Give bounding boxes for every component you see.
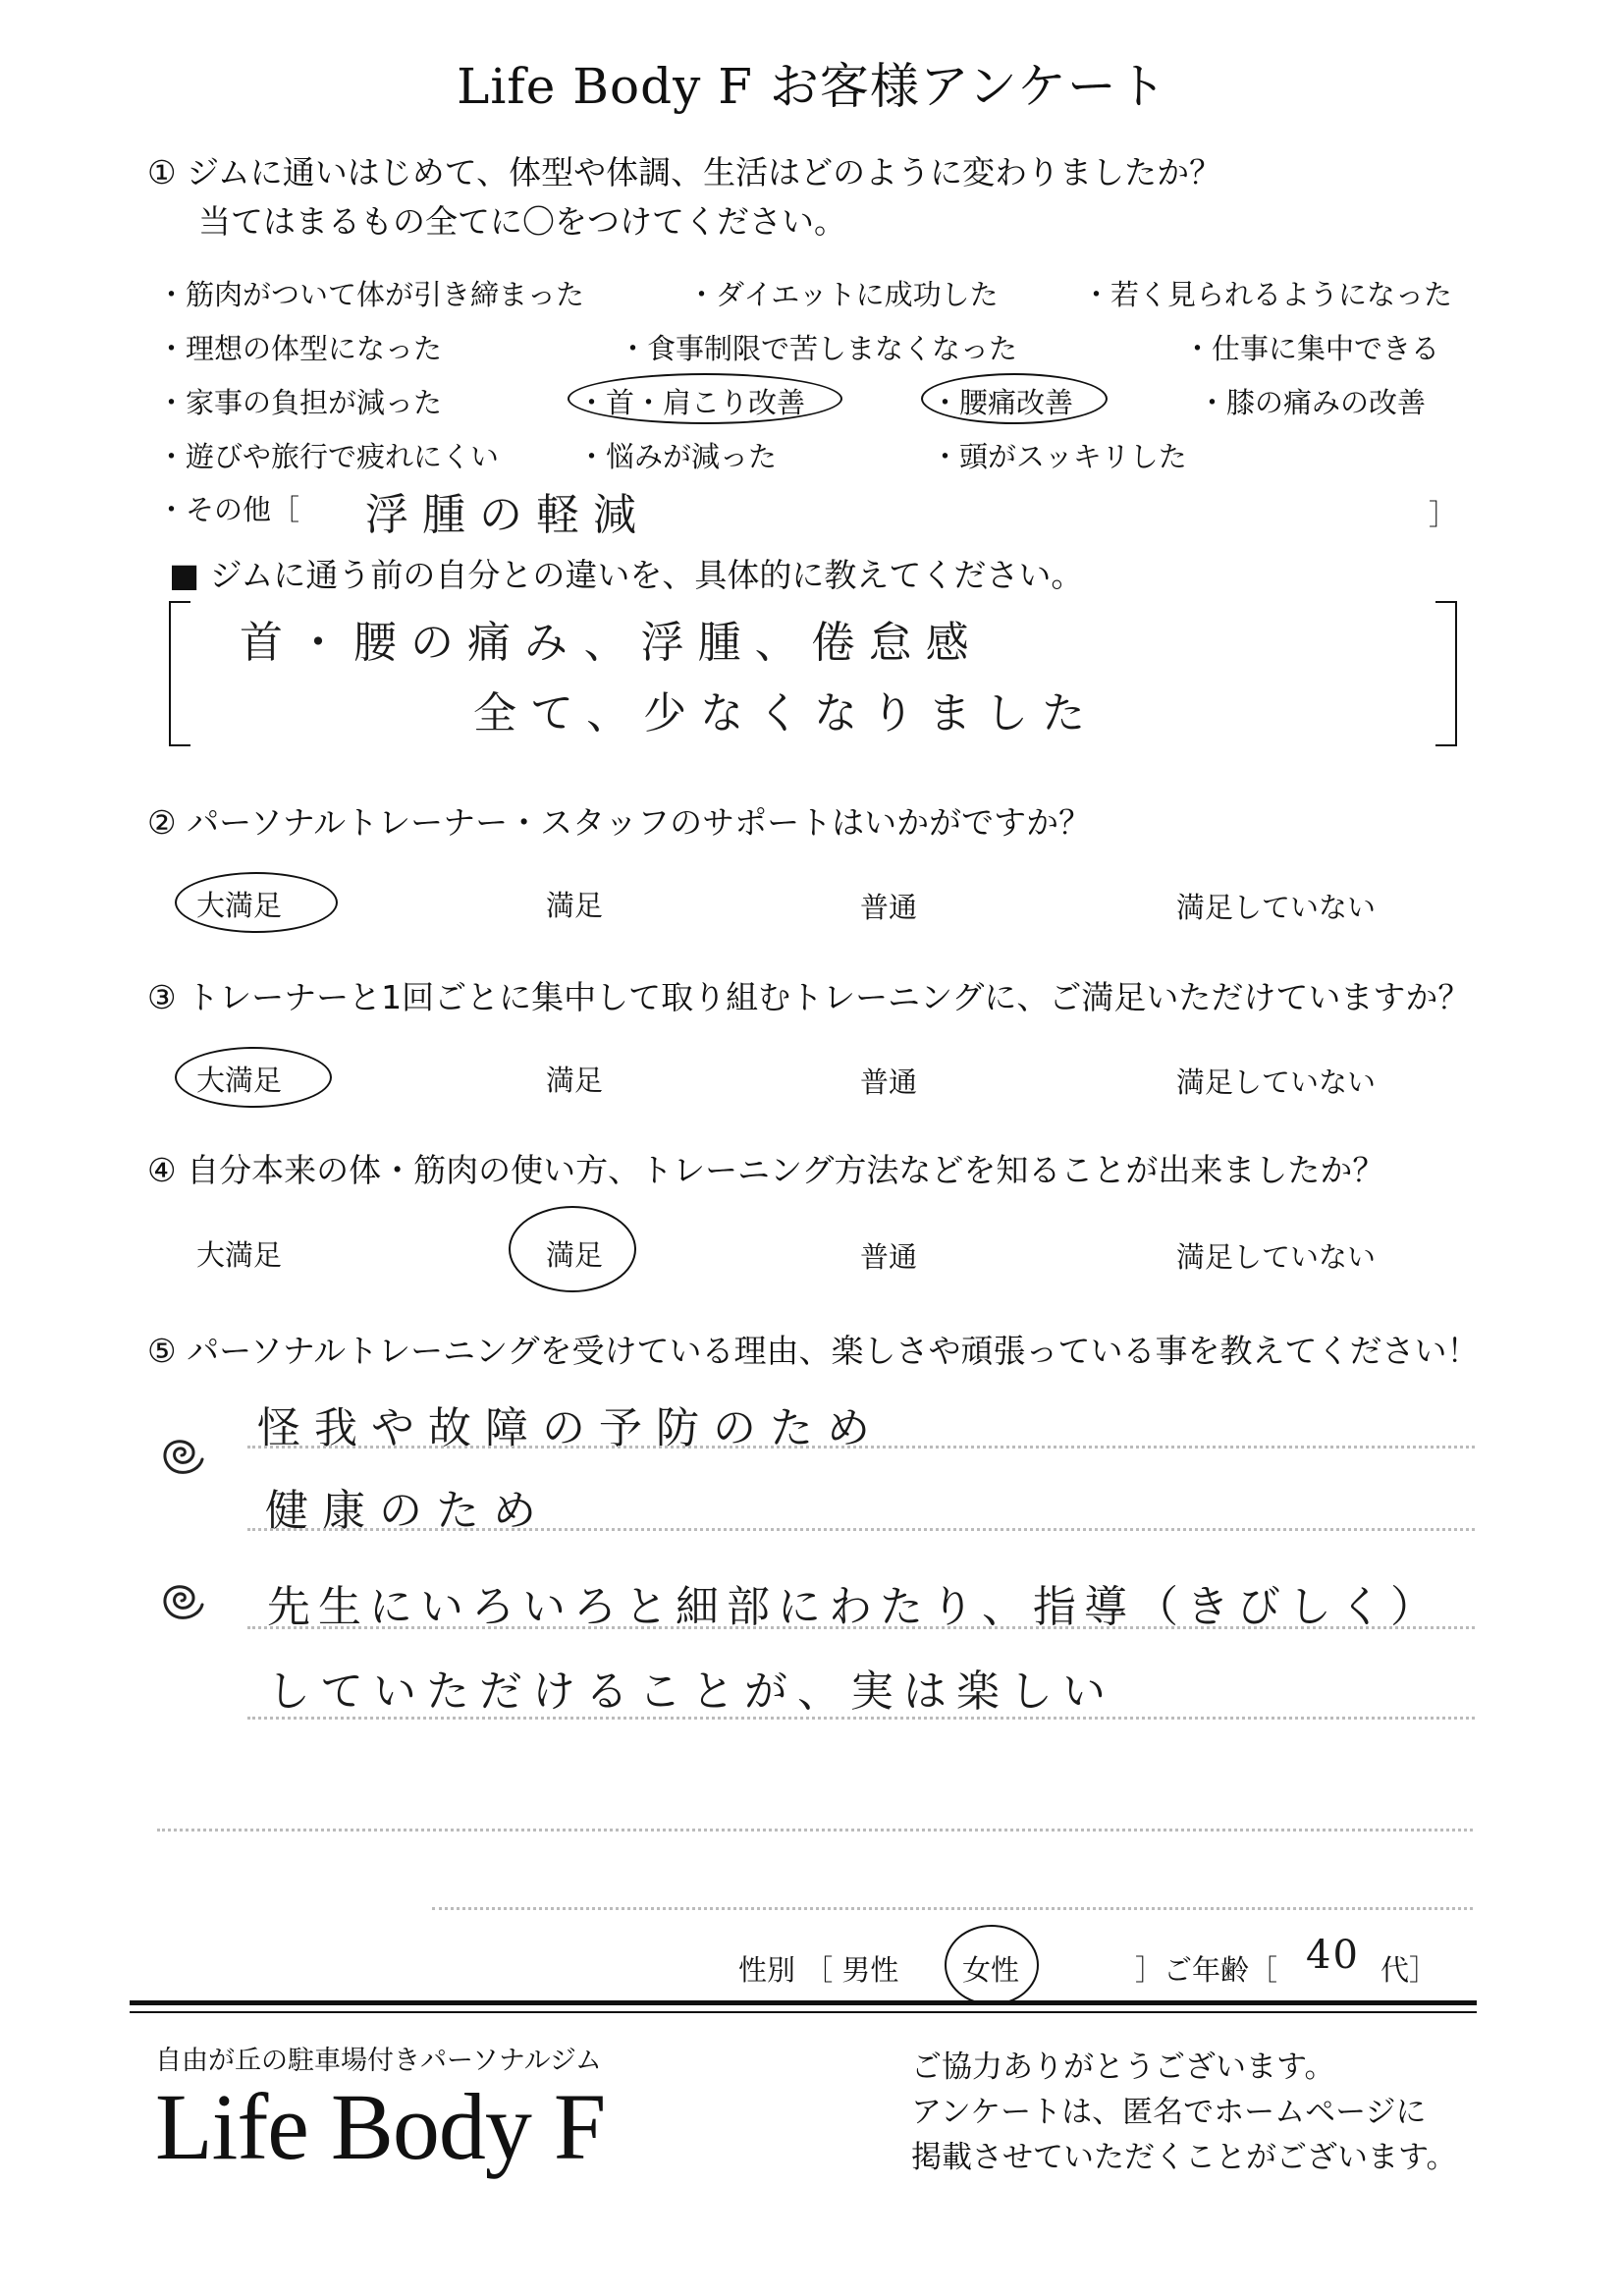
option-neck-shoulder[interactable]: ・首・肩こり改善 — [577, 386, 806, 419]
answer-rule — [432, 1907, 1473, 1910]
option-back-pain[interactable]: ・腰痛改善 — [931, 386, 1074, 419]
answer-rule — [247, 1717, 1475, 1720]
option-muscle-toned[interactable]: ・筋肉がついて体が引き締まった — [157, 278, 585, 311]
page-title: Life Body F お客様アンケート — [457, 58, 1167, 115]
question-3: ③ トレーナーと1回ごとに集中して取り組むトレーニングに、ご満足いただけていますか？ — [147, 978, 1471, 1016]
q5-answer-line-3[interactable]: 先生にいろいろと細部にわたり、指導（きびしく） — [267, 1582, 1441, 1632]
gender-selected-circle — [945, 1925, 1039, 2005]
q2-selected-circle — [175, 872, 338, 933]
answer-rule — [247, 1626, 1475, 1629]
option-less-tired[interactable]: ・遊びや旅行で疲れにくい — [157, 440, 500, 473]
footer-divider — [130, 2000, 1477, 2005]
footer-subtitle: 自由が丘の駐車場付きパーソナルジム — [155, 2046, 602, 2076]
option-work-focus[interactable]: ・仕事に集中できる — [1183, 332, 1440, 365]
q2-rating-very-satisfied[interactable]: 大満足 — [196, 889, 283, 922]
option-other-answer[interactable]: 浮腫の軽減 — [365, 490, 650, 540]
q3-selected-circle — [175, 1047, 332, 1108]
answer-rule — [157, 1829, 1473, 1831]
option-other-close: ］ — [1429, 498, 1458, 531]
option-ideal-body[interactable]: ・理想の体型になった — [157, 332, 443, 365]
age-suffix: 代］ — [1380, 1953, 1438, 1987]
thanks-line-3: 掲載させていただくことがございます。 — [911, 2140, 1457, 2175]
age-value[interactable]: 40 — [1306, 1933, 1360, 1978]
q3-rating-very-satisfied[interactable]: 大満足 — [196, 1064, 283, 1097]
q4-rating-not-satisfied[interactable]: 満足していない — [1176, 1240, 1377, 1274]
option-look-younger[interactable]: ・若く見られるようになった — [1082, 278, 1453, 311]
selected-circle-back-pain — [921, 373, 1108, 424]
answer-bracket-left — [169, 601, 190, 746]
question-1: ① ジムに通いはじめて、体型や体調、生活はどのように変わりましたか？ — [147, 153, 1222, 191]
option-knee-pain[interactable]: ・膝の痛みの改善 — [1198, 386, 1427, 419]
option-housework-easier[interactable]: ・家事の負担が減った — [157, 386, 443, 419]
q3-rating-neutral[interactable]: 普通 — [860, 1066, 918, 1099]
q4-rating-satisfied[interactable]: 満足 — [546, 1238, 604, 1272]
q4-selected-circle — [509, 1206, 636, 1292]
option-other-label: ・その他［ — [157, 493, 300, 526]
question-4: ④ 自分本来の体・筋肉の使い方、トレーニング方法などを知ることが出来ましたか？ — [147, 1151, 1385, 1189]
option-less-worry[interactable]: ・悩みが減った — [577, 440, 778, 473]
option-diet-success[interactable]: ・ダイエットに成功した — [687, 278, 999, 311]
q3-rating-satisfied[interactable]: 満足 — [546, 1064, 604, 1097]
q2-rating-neutral[interactable]: 普通 — [860, 891, 918, 924]
question-5: ⑤ パーソナルトレーニングを受けている理由、楽しさや頑張っている事を教えてください！ — [147, 1332, 1480, 1370]
q3-rating-not-satisfied[interactable]: 満足していない — [1176, 1066, 1377, 1099]
q5-answer-line-1[interactable]: 怪我や故障の予防のため — [257, 1403, 884, 1453]
q2-rating-satisfied[interactable]: 満足 — [546, 889, 604, 922]
q4-rating-neutral[interactable]: 普通 — [860, 1240, 918, 1274]
age-label: ］ご年齢［ — [1135, 1953, 1278, 1987]
q2-rating-not-satisfied[interactable]: 満足していない — [1176, 891, 1377, 924]
question-2: ② パーソナルトレーナー・スタッフのサポートはいかがですか？ — [147, 803, 1092, 842]
answer-rule — [247, 1446, 1475, 1449]
spiral-mark-icon — [157, 1579, 206, 1622]
question-1-instruction: 当てはまるもの全てに〇をつけてください。 — [198, 202, 846, 241]
option-no-diet-suffering[interactable]: ・食事制限で苦しまなくなった — [619, 332, 1018, 365]
thanks-line-1: ご協力ありがとうございます。 — [911, 2050, 1335, 2085]
selected-circle-neck-shoulder — [568, 373, 842, 424]
q5-answer-line-4[interactable]: していただけることが、実は楽しい — [267, 1667, 1115, 1717]
option-clear-head[interactable]: ・頭がスッキリした — [931, 440, 1187, 473]
diff-answer-line-2[interactable]: 全て、少なくなりました — [473, 688, 1100, 738]
spiral-mark-icon — [157, 1434, 206, 1477]
gender-label: 性別 ［ 男性 — [738, 1953, 899, 1987]
diff-answer-line-1[interactable]: 首・腰の痛み、浮腫、倦怠感 — [240, 618, 983, 668]
gender-female-option[interactable]: 女性 — [962, 1953, 1020, 1987]
answer-rule — [247, 1528, 1475, 1531]
answer-bracket-right — [1435, 601, 1457, 746]
footer-divider-thin — [130, 2011, 1477, 2013]
diff-question: ■ ジムに通う前の自分との違いを、具体的に教えてください。 — [169, 556, 1084, 594]
brand-logo: Life Body F — [155, 2074, 606, 2179]
thanks-line-2: アンケートは、匿名でホームページに — [911, 2095, 1427, 2130]
q5-answer-line-2[interactable]: 健康のため — [265, 1486, 550, 1536]
q4-rating-very-satisfied[interactable]: 大満足 — [196, 1238, 283, 1272]
